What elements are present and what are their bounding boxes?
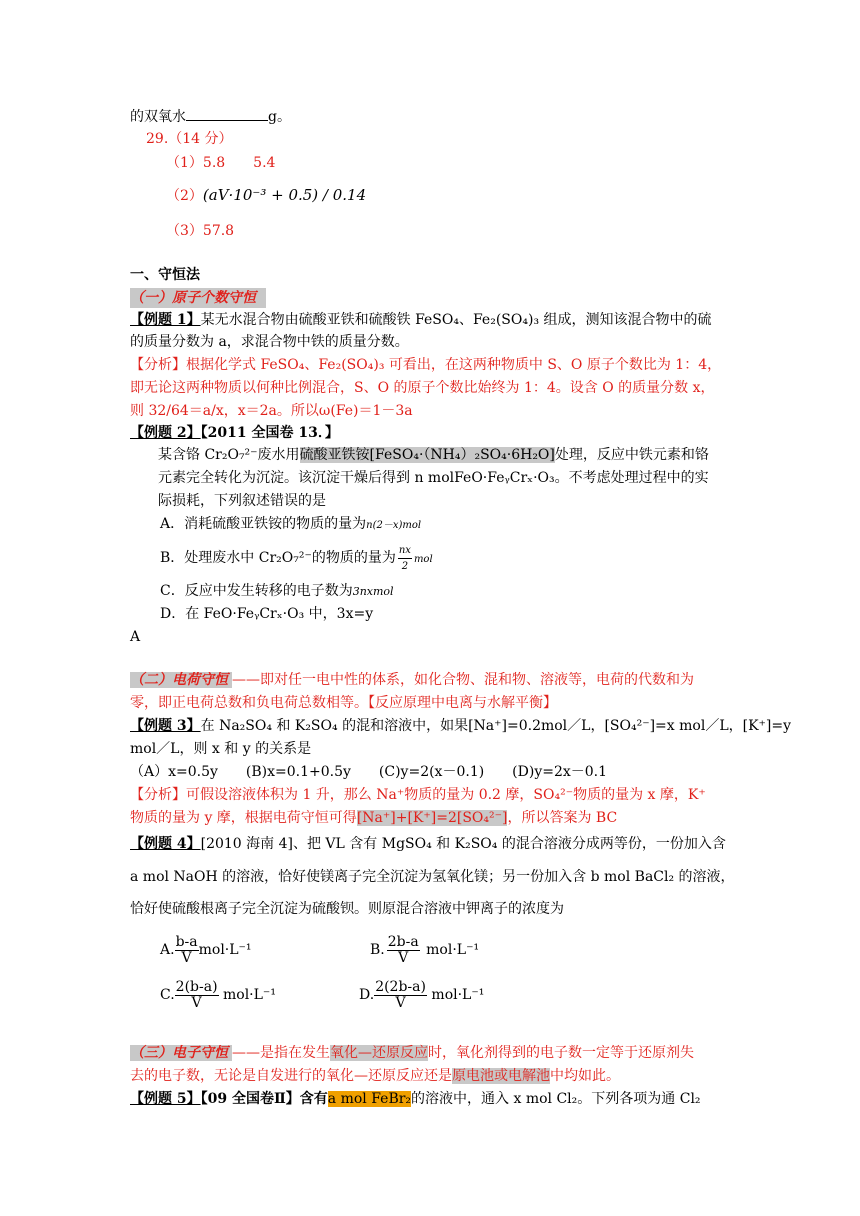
example5-label: 【例题 5】 xyxy=(130,1091,201,1107)
example2-option-a: A．消耗硫酸亚铁铵的物质的量为n(2－x)mol xyxy=(160,516,422,532)
example1-line2: 的质量分数为 a，求混合物中铁的质量分数。 xyxy=(130,334,409,350)
example4-option-d: D. $\frac{2(2b-a)}{V}$ mol·L⁻¹ xyxy=(359,978,485,1011)
example3-analysis-2: 物质的量为 y 摩，根据电荷守恒可得[Na⁺]+[K⁺]=2[SO₄²⁻]，所以答案为 BC xyxy=(130,810,618,826)
q29-part1: （1）5.8 5.4 xyxy=(166,155,276,171)
example3-label: 【例题 3】 xyxy=(130,718,201,734)
example2-option-c: C．反应中发生转移的电子数为3nxmol xyxy=(160,583,394,599)
example1-analysis-3: 则 32/64＝a/x，x＝2a。所以ω(Fe)＝1－3a xyxy=(130,403,413,419)
example2-header xyxy=(130,423,339,443)
example2-line3: 际损耗，下列叙述错误的是 xyxy=(158,493,326,509)
example4-option-c: C. $\frac{2(b-a)}{V}$ mol·L⁻¹ xyxy=(160,978,276,1011)
example4-line2: a mol NaOH 的溶液，恰好使镁离子完全沉淀为氢氧化镁；另一份加入含 b mol BaCl₂ 的溶液， xyxy=(130,869,735,885)
example3-highlight: [Na⁺]+[K⁺]=2[SO₄²⁻] xyxy=(356,810,508,826)
q29-part3: （3）57.8 xyxy=(166,223,235,239)
charge-line2: 零，即正电荷总数和负电荷总数相等。【反应原理中电离与水解平衡】 xyxy=(130,695,557,711)
answer-line: 的双氧水 g。 xyxy=(130,106,291,127)
example3-analysis-1: 【分析】可假设溶液体积为 1 升，那么 Na⁺物质的量为 0.2 摩，SO₄²⁻物质的量为 x 摩，K⁺ xyxy=(130,787,706,803)
example1-line1: 【例题 1】某无水混合物由硫酸亚铁和硫酸铁 FeSO₄、Fe₂(SO₄)₃ 组成，测知该混合物中的硫 xyxy=(130,312,712,328)
example1-analysis-2: 即无论这两种物质以何种比例混合，S、O 的原子个数比始终为 1：4。设含 O 的质量分数 x， xyxy=(130,380,715,396)
example3-line1: 【例题 3】在 Na₂SO₄ 和 K₂SO₄ 的混和溶液中，如果[Na⁺]=0.2mol／L，[SO₄²⁻]=x mol／L，[K⁺]=y xyxy=(130,718,792,734)
answer-blank xyxy=(186,106,268,121)
example5-highlight: a mol FeBr₂ xyxy=(327,1091,412,1107)
charge-line1: （二）电荷守恒 ——即对任一电中性的体系，如化合物、混和物、溶液等，电荷的代数和为 xyxy=(130,672,694,688)
example4-option-a: A. $\frac{b-a}{V}$ mol·L⁻¹ xyxy=(160,933,252,966)
example1-analysis-1: 【分析】根据化学式 FeSO₄、Fe₂(SO₄)₃ 可看出，在这两种物质中 S、O 原子个数比为 1：4， xyxy=(130,357,722,373)
electron-line1: （三）电子守恒 ——是指在发生氧化—还原反应时，氧化剂得到的电子数一定等于还原剂失 xyxy=(130,1045,694,1061)
electron-line2: 去的电子数，无论是自发进行的氧化—还原反应还是原电池或电解池中均如此。 xyxy=(130,1068,620,1084)
subsection-atom-count: （一）原子个数守恒 xyxy=(130,288,266,308)
example2-line1: 某含铬 Cr₂O₇²⁻废水用硫酸亚铁铵[FeSO₄·（NH₄）₂SO₄·6H₂O]处理，反应中铁元素和铬 xyxy=(158,447,709,463)
example2-option-b: B．处理废水中 Cr₂O₇²⁻的物质的量为 $\frac{nx}{2}$ mol xyxy=(160,544,433,572)
q29-part2: （2）(aV·10⁻³ + 0.5) / 0.14 xyxy=(166,186,367,204)
electron-highlight-cell: 原电池或电解池 xyxy=(452,1068,550,1084)
electron-highlight-redox: 氧化—还原反应 xyxy=(330,1045,428,1061)
example2-line2: 元素完全转化为沉淀。该沉淀干燥后得到 n molFeO·FeᵧCrₓ·O₃。不考虑处理过程中的实 xyxy=(158,470,709,486)
example1-label: 【例题 1】 xyxy=(130,312,201,328)
subsection-electron: （三）电子守恒 xyxy=(130,1045,232,1061)
example2-highlight: 硫酸亚铁铵[FeSO₄·（NH₄）₂SO₄·6H₂O] xyxy=(299,447,555,463)
subsection-charge: （二）电荷守恒 xyxy=(130,672,232,688)
example2-option-d: D．在 FeO·FeᵧCrₓ·O₃ 中，3x=y xyxy=(160,606,374,622)
example4-option-b: B. $\frac{2b-a}{V}$ mol·L⁻¹ xyxy=(370,933,480,966)
example4-line1: 【例题 4】[2010 海南 4]、把 VL 含有 MgSO₄ 和 K₂SO₄ 的混合溶液分成两等份，一份加入含 xyxy=(130,836,726,852)
example2-source: 【2011 全国卷 13．】 xyxy=(200,425,339,441)
example4-line3: 恰好使硫酸根离子完全沉淀为硫酸钡。则原混合溶液中钾离子的浓度为 xyxy=(130,901,564,917)
example2-answer: A xyxy=(130,629,141,645)
example5-line1: 【例题 5】【09 全国卷Ⅱ】含有a mol FeBr₂的溶液中，通入 x mol Cl₂。下列各项为通 Cl₂ xyxy=(130,1091,701,1107)
example2-label: 【例题 2】 xyxy=(130,425,201,441)
example4-label: 【例题 4】 xyxy=(130,836,201,852)
q29-title: 29.（14 分） xyxy=(146,131,233,147)
q29-formula: (aV·10⁻³ + 0.5) / 0.14 xyxy=(202,186,367,204)
example3-line2: mol／L，则 x 和 y 的关系是 xyxy=(130,741,312,757)
section-title: 一、守恒法 xyxy=(130,267,200,283)
example3-options: （A）x=0.5y (B)x=0.1+0.5y (C)y=2(x－0.1) (D)y=2x－0.1 xyxy=(130,764,608,780)
